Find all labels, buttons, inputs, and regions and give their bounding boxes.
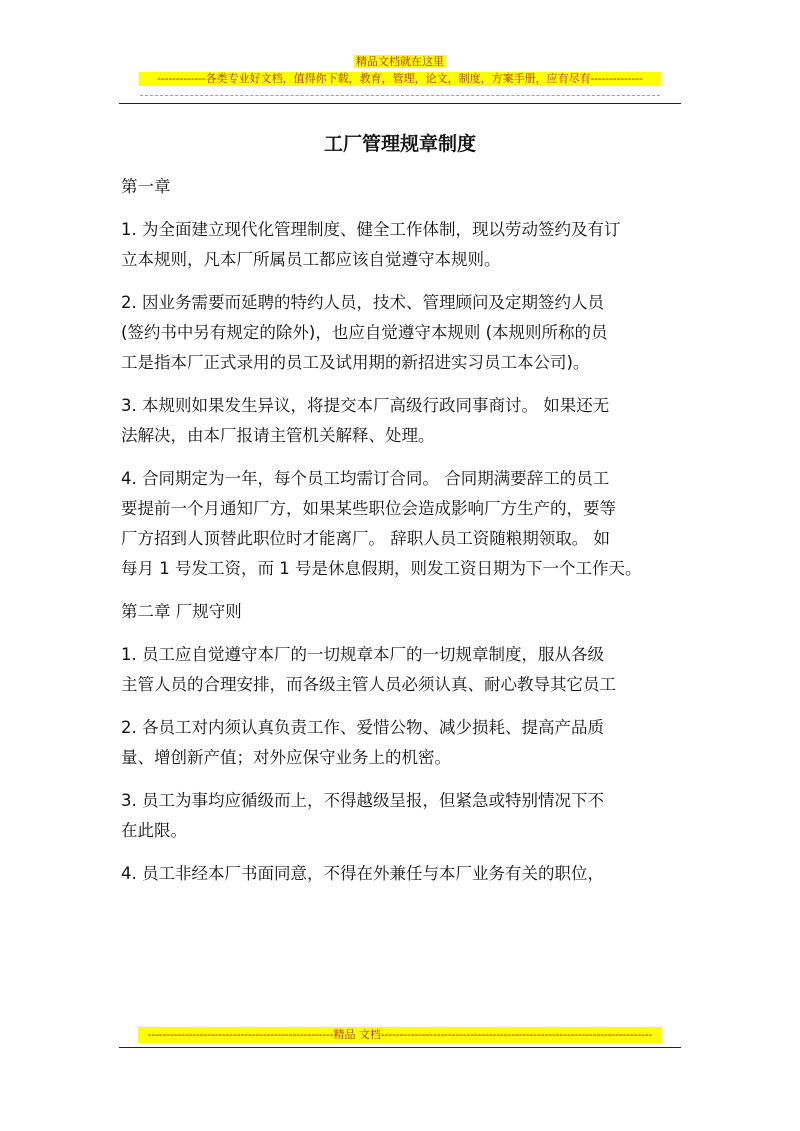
paragraph-line: (签约书中另有规定的除外)，也应自觉遵守本规则 (本规则所称的员 bbox=[121, 323, 608, 342]
paragraph-line: 主管人员的合理安排，而各级主管人员必须认真、耐心教导其它员工 bbox=[121, 675, 616, 694]
paragraph bbox=[121, 215, 681, 275]
header-title: 精品文档就在这里 bbox=[356, 55, 444, 68]
header-dashed-divider bbox=[140, 95, 660, 96]
paragraph-line: 第二章 厂规守则 bbox=[121, 602, 242, 621]
paragraph-line: 要提前一个月通知厂方，如果某些职位会造成影响厂方生产的，要等 bbox=[121, 499, 616, 518]
footer-banner: --------------------------------------------------精品 文档------------------------------------------------------------------------- bbox=[138, 1027, 662, 1043]
header-rule bbox=[119, 103, 681, 104]
paragraph-line: 每月 1 号发工资，而 1 号是休息假期，则发工资日期为下一个工作天。 bbox=[121, 559, 642, 578]
paragraph-line: 在此限。 bbox=[121, 821, 187, 840]
paragraph-line: 厂方招到人顶替此职位时才能离厂。 辞职人员工资随粮期领取。 如 bbox=[121, 529, 610, 548]
paragraph bbox=[121, 859, 681, 889]
paragraph bbox=[121, 713, 681, 773]
paragraph bbox=[121, 172, 681, 202]
paragraph-line: 立本规则，凡本厂所属员工都应该自觉遵守本规则。 bbox=[121, 250, 501, 269]
footer-rule bbox=[119, 1047, 681, 1048]
paragraph-line: 法解决，由本厂报请主管机关解释、处理。 bbox=[121, 426, 435, 445]
paragraph-line: 1. 员工应自觉遵守本厂的一切规章本厂的一切规章制度，服从各级 bbox=[121, 645, 604, 664]
paragraph-line: 3. 本规则如果发生异议，将提交本厂高级行政同事商讨。 如果还无 bbox=[121, 396, 610, 415]
paragraph-line: 2. 因业务需要而延聘的特约人员，技术、管理顾问及定期签约人员 bbox=[121, 293, 604, 312]
header-tagline: -------------各类专业好文档，值得你下载，教育，管理，论文，制度，方案手册，应有尽有-------------- bbox=[139, 72, 661, 86]
document-body bbox=[121, 172, 681, 902]
paragraph-line: 第一章 bbox=[121, 177, 171, 196]
document-title: 工厂管理规章制度 bbox=[323, 133, 476, 155]
paragraph-line: 2. 各员工对内须认真负责工作、爱惜公物、减少损耗、提高产品质 bbox=[121, 718, 604, 737]
header-top-line bbox=[0, 55, 800, 69]
paragraph-line: 工是指本厂正式录用的员工及试用期的新招进实习员工本公司)。 bbox=[121, 353, 590, 372]
paragraph-line: 4. 合同期定为一年，每个员工均需订合同。 合同期满要辞工的员工 bbox=[121, 469, 610, 488]
paragraph bbox=[121, 786, 681, 846]
paragraph-line: 1. 为全面建立现代化管理制度、健全工作体制，现以劳动签约及有订 bbox=[121, 220, 621, 239]
paragraph-line: 3. 员工为事均应循级而上，不得越级呈报，但紧急或特别情况下不 bbox=[121, 791, 604, 810]
paragraph bbox=[121, 391, 681, 451]
header-second-line bbox=[0, 72, 800, 90]
paragraph bbox=[121, 640, 681, 700]
paragraph bbox=[121, 288, 681, 378]
paragraph bbox=[121, 464, 681, 584]
paragraph-line: 4. 员工非经本厂书面同意，不得在外兼任与本厂业务有关的职位， bbox=[121, 864, 604, 883]
paragraph-line: 量、增创新产值；对外应保守业务上的机密。 bbox=[121, 748, 451, 767]
paragraph bbox=[121, 597, 681, 627]
